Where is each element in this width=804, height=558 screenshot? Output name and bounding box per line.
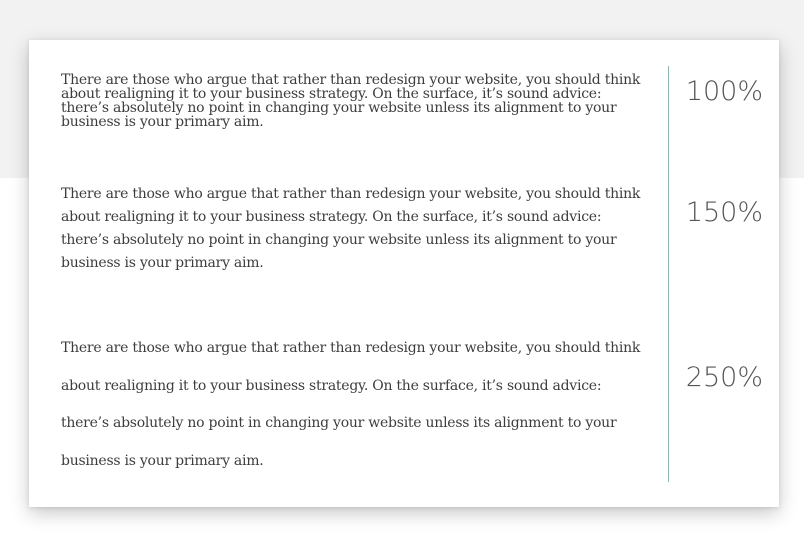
line-height-label-250: 250% (685, 362, 763, 393)
sample-paragraph-150: There are those who argue that rather than redesign your website, you should think about realigning it to your business strategy. On the surface, it’s sound advice: there’s absolutely no point in changing your website unless its alignment to your business is your primary aim. (61, 186, 641, 271)
line-height-label-150: 150% (685, 197, 763, 228)
vertical-divider (668, 66, 669, 482)
line-height-comparison-card (29, 40, 779, 507)
sample-paragraph-250: There are those who argue that rather than redesign your website, you should think about realigning it to your business strategy. On the surface, it’s sound advice: there’s absolutely no point in changing your website unless its alignment to your business is your primary aim. (61, 340, 641, 469)
line-height-label-100: 100% (685, 76, 763, 107)
sample-paragraph-100: There are those who argue that rather than redesign your website, you should think about realigning it to your business strategy. On the surface, it’s sound advice: there’s absolutely no point in changing your website unless its alignment to your business is your primary aim. (61, 72, 641, 130)
